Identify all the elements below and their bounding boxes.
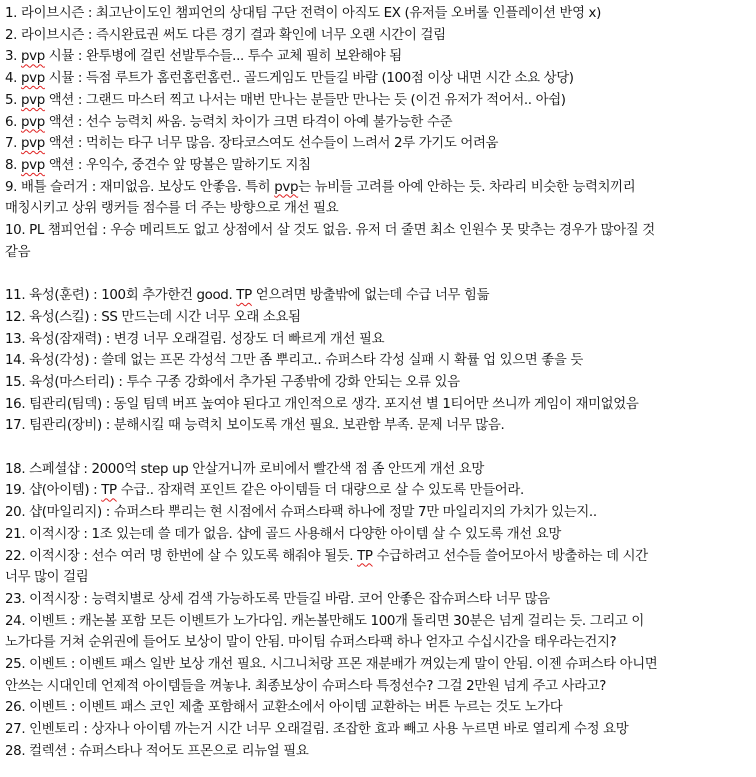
spellcheck-word: pvp bbox=[20, 136, 45, 152]
line-text: 25. 이벤트 : 이벤트 패스 일반 보상 개선 필요. 시그니처랑 프몬 재분배가 껴있는게 말이 안됨. 이젠 슈퍼스타 아니면 bbox=[5, 657, 658, 673]
line-text: 2. 라이브시즌 : 즉시완료권 써도 다른 경기 결과 확인에 너무 오랜 시간이 걸림 bbox=[5, 27, 446, 43]
line-text: 3. bbox=[5, 49, 21, 65]
text-line bbox=[5, 285, 748, 307]
spellcheck-word: pvp bbox=[20, 71, 45, 87]
text-line bbox=[5, 46, 748, 68]
text-line bbox=[5, 3, 748, 25]
text-line bbox=[5, 611, 748, 633]
text-line bbox=[5, 394, 748, 416]
line-text: 27. 인벤토리 : 상자나 아이템 까는거 시간 너무 오래걸림. 조잡한 효과 빼고 사용 누르면 바로 열리게 수정 요망 bbox=[5, 722, 629, 738]
spellcheck-word: TP bbox=[357, 548, 373, 564]
line-text: 8. bbox=[5, 157, 21, 173]
blank-line bbox=[5, 437, 748, 459]
spellcheck-word: pvp bbox=[20, 92, 45, 108]
line-text: 18. 스페셜샵 : 2000억 step up 안살거니까 로비에서 빨간색 점 좀 안뜨게 개선 요망 bbox=[5, 461, 484, 477]
line-text: 7. bbox=[5, 136, 21, 152]
line-text: 매칭시키고 상위 랭커들 점수를 더 주는 방향으로 개선 필요 bbox=[5, 201, 339, 217]
line-text: 너무 많이 걸림 bbox=[5, 570, 89, 586]
text-line bbox=[5, 697, 748, 719]
text-line bbox=[5, 25, 748, 47]
line-text: 19. 샵(아이템) : bbox=[5, 483, 102, 499]
spellcheck-word: TP bbox=[101, 483, 117, 499]
spellcheck-word: TP bbox=[236, 288, 252, 304]
text-line bbox=[5, 480, 748, 502]
line-text: 5. bbox=[5, 92, 21, 108]
line-text: 20. 샵(마일리지) : 슈퍼스타 뿌리는 현 시점에서 슈퍼스타팩 하나에 정말 7만 마일리지의 가치가 있는지.. bbox=[5, 505, 597, 521]
line-text: 시뮬 : 완투병에 걸린 선발투수들... 투수 교체 필히 보완해야 됨 bbox=[44, 49, 402, 65]
text-line bbox=[5, 242, 748, 264]
text-line bbox=[5, 307, 748, 329]
spellcheck-word: pvp bbox=[274, 179, 299, 195]
text-line bbox=[5, 459, 748, 481]
line-text: 12. 육성(스킬) : SS 만드는데 시간 너무 오래 소요됨 bbox=[5, 309, 301, 325]
line-text: 6. bbox=[5, 114, 21, 130]
line-text: 는 뉴비들 고려를 아예 안하는 듯. 차라리 비슷한 능력치끼리 bbox=[298, 179, 636, 195]
line-text: 액션 : 그랜드 마스터 찍고 나서는 매번 만나는 분들만 만나는 듯 (이건 유저가 적어서.. 아쉽) bbox=[44, 92, 566, 108]
line-text: 16. 팀관리(팀덱) : 동일 팀덱 버프 높여야 된다고 개인적으로 생각. 포지션 별 1티어만 쓰니까 게임이 재미없었음 bbox=[5, 396, 639, 412]
text-line bbox=[5, 68, 748, 90]
line-text: 17. 팀관리(장비) : 분해시킬 때 능력치 보이도록 개선 필요. 보관함 부족. 문제 너무 많음. bbox=[5, 418, 505, 434]
text-line bbox=[5, 350, 748, 372]
line-text: 4. bbox=[5, 71, 21, 87]
line-text: 액션 : 우익수, 중견수 앞 땅볼은 말하기도 지침 bbox=[44, 157, 311, 173]
line-text: 10. PL 챔피언쉽 : 우승 메리트도 없고 상점에서 살 것도 없음. 유저 더 줄면 최소 인원수 못 맞추는 경우가 많아질 것 bbox=[5, 223, 655, 239]
line-text: 24. 이벤트 : 캐논볼 포함 모든 이벤트가 노가다임. 캐논볼만해도 100개 돌리면 30분은 넘게 걸리는 듯. 그리고 이 bbox=[5, 613, 644, 629]
text-line bbox=[5, 654, 748, 676]
line-text: 시뮬 : 득점 루트가 홈런홈런홈런.. 골드게임도 만들길 바람 (100점 이상 내면 시간 소요 상당) bbox=[44, 71, 574, 87]
line-text: 같음 bbox=[5, 244, 31, 260]
line-text: 22. 이적시장 : 선수 여러 명 한번에 살 수 있도록 해줘야 될듯. bbox=[5, 548, 358, 564]
text-line bbox=[5, 155, 748, 177]
text-line bbox=[5, 524, 748, 546]
text-line bbox=[5, 632, 748, 654]
line-text: 안쓰는 시대인데 언제적 아이템들을 껴놓냐. 최종보상이 슈퍼스타 특정선수? 그걸 2만원 넘게 주고 사라고? bbox=[5, 678, 607, 694]
line-text: 23. 이적시장 : 능력치별로 상세 검색 가능하도록 만들길 바람. 코어 안좋은 잡슈퍼스타 너무 많음 bbox=[5, 591, 550, 607]
line-text: 9. 배틀 슬러거 : 재미없음. 보상도 안좋음. 특히 bbox=[5, 179, 275, 195]
text-line bbox=[5, 589, 748, 611]
text-line bbox=[5, 133, 748, 155]
line-text: 13. 육성(잠재력) : 변경 너무 오래걸림. 성장도 더 빠르게 개선 필요 bbox=[5, 331, 385, 347]
line-text: 액션 : 먹히는 타구 너무 많음. 장타코스여도 선수들이 느려서 2루 가기도 어려움 bbox=[44, 136, 499, 152]
text-line bbox=[5, 372, 748, 394]
text-line bbox=[5, 220, 748, 242]
spellcheck-word: pvp bbox=[20, 114, 45, 130]
text-line bbox=[5, 567, 748, 589]
line-text: 수급.. 잠재력 포인트 같은 아이템들 더 대량으로 살 수 있도록 만들어라. bbox=[116, 483, 524, 499]
text-line bbox=[5, 676, 748, 698]
text-line bbox=[5, 741, 748, 763]
line-text: 노가다를 거쳐 순위권에 들어도 보상이 말이 안됨. 마이팀 슈퍼스타팩 하나 얻자고 수십시간을 태우라는건지? bbox=[5, 635, 617, 651]
text-line bbox=[5, 177, 748, 199]
line-text: 14. 육성(각성) : 쓸데 없는 프몬 각성석 그만 좀 뿌리고.. 슈퍼스타 각성 실패 시 확률 업 있으면 좋을 듯 bbox=[5, 353, 583, 369]
line-text: 26. 이벤트 : 이벤트 패스 코인 제출 포함해서 교환소에서 아이템 교환하는 버튼 누르는 것도 노가다 bbox=[5, 700, 563, 716]
line-text: 액션 : 선수 능력치 싸움. 능력치 차이가 크면 타격이 아예 불가능한 수준 bbox=[44, 114, 453, 130]
text-line bbox=[5, 112, 748, 134]
spellcheck-word: pvp bbox=[20, 157, 45, 173]
text-line bbox=[5, 415, 748, 437]
text-line bbox=[5, 719, 748, 741]
text-line bbox=[5, 502, 748, 524]
line-text: 수급하려고 선수들 쓸어모아서 방출하는 데 시간 bbox=[372, 548, 648, 564]
line-text: 15. 육성(마스터리) : 투수 구종 강화에서 추가된 구종밖에 강화 안되는 오류 있음 bbox=[5, 374, 460, 390]
text-line bbox=[5, 546, 748, 568]
blank-line bbox=[5, 263, 748, 285]
spellcheck-word: pvp bbox=[20, 49, 45, 65]
line-text: 28. 컬렉션 : 슈퍼스타나 적어도 프몬으로 리뉴얼 필요 bbox=[5, 743, 309, 759]
text-line bbox=[5, 198, 748, 220]
line-text: 11. 육성(훈련) : 100회 추가한건 good. bbox=[5, 288, 237, 304]
line-text: 21. 이적시장 : 1조 있는데 쓸 데가 없음. 샵에 골드 사용해서 다양한 아이템 살 수 있도록 개선 요망 bbox=[5, 526, 561, 542]
text-line bbox=[5, 90, 748, 112]
line-text: 얻으려면 방출밖에 없는데 수급 너무 힘듦 bbox=[251, 288, 490, 304]
text-line bbox=[5, 329, 748, 351]
line-text: 1. 라이브시즌 : 최고난이도인 챔피언의 상대팀 구단 전력이 아직도 EX (유저들 오버롤 인플레이션 반영 x) bbox=[5, 6, 602, 21]
